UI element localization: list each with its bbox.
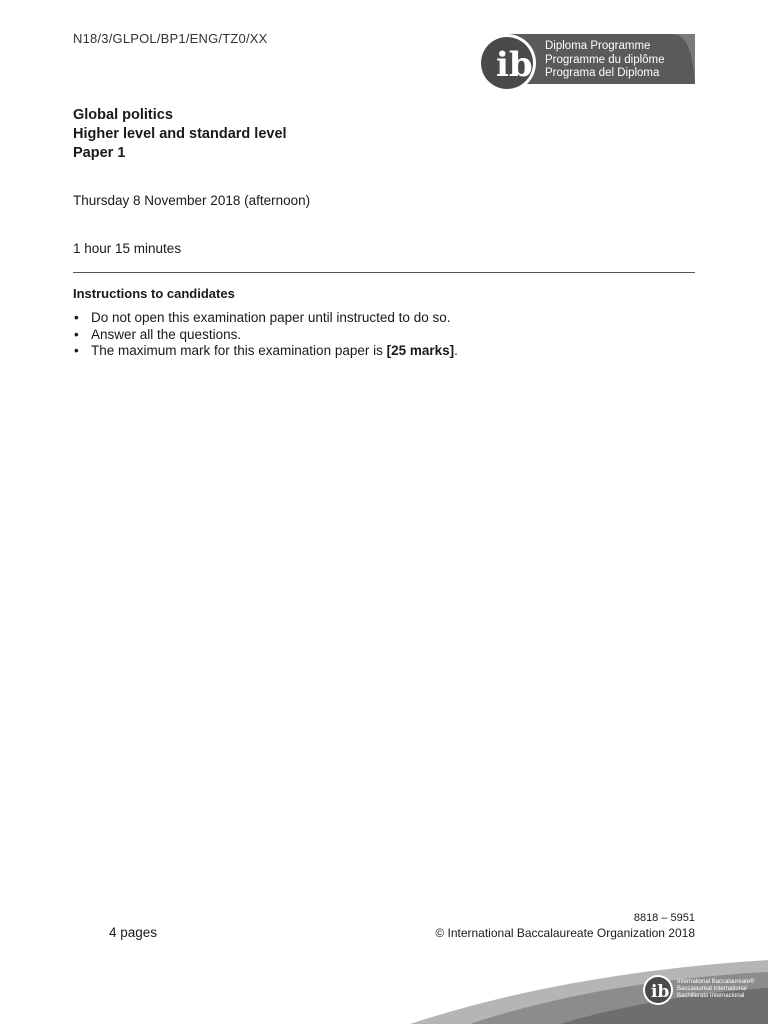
footer-logo-line-1: International Baccalaureate® — [677, 979, 755, 985]
badge-line-3: Programa del Diploma — [545, 67, 660, 79]
paper-number: Paper 1 — [73, 145, 126, 161]
max-mark-value: [25 marks] — [386, 343, 455, 358]
subject-title: Global politics — [73, 107, 173, 123]
paper-code: 8818 – 5951 — [633, 912, 695, 924]
badge-line-1: Diploma Programme — [545, 40, 651, 52]
page-count: 4 pages — [109, 925, 158, 940]
svg-text:ib: ib — [496, 45, 533, 85]
instruction-item: • Do not open this examination paper until instructed to do so. — [73, 310, 458, 327]
footer-logo-line-2: Baccalauréat International — [677, 986, 747, 992]
badge-text — [545, 40, 665, 81]
exam-duration: 1 hour 15 minutes — [73, 241, 182, 256]
paper-title — [73, 106, 287, 163]
instructions-heading: Instructions to candidates — [73, 286, 235, 301]
divider — [73, 272, 695, 273]
instructions-list — [73, 310, 458, 360]
copyright: © International Baccalaureate Organization 2018 — [435, 926, 695, 940]
ib-logo-icon — [643, 975, 673, 1005]
exam-date: Thursday 8 November 2018 (afternoon) — [73, 193, 311, 208]
footer-logo-line-3: Bachillerato Internacional — [677, 993, 745, 999]
badge-line-2: Programme du diplôme — [545, 53, 665, 66]
footer-swoosh — [0, 950, 768, 1024]
footer-logo-text — [677, 979, 754, 1000]
max-mark-prefix: The maximum mark for this examination paper is — [91, 343, 387, 358]
level-title: Higher level and standard level — [73, 126, 287, 142]
instruction-item: • Answer all the questions. — [73, 327, 458, 344]
exam-code: N18/3/GLPOL/BP1/ENG/TZ0/XX — [73, 31, 268, 46]
instruction-item — [73, 343, 458, 360]
svg-text:ib: ib — [651, 982, 670, 1002]
max-mark-suffix: . — [454, 343, 458, 358]
